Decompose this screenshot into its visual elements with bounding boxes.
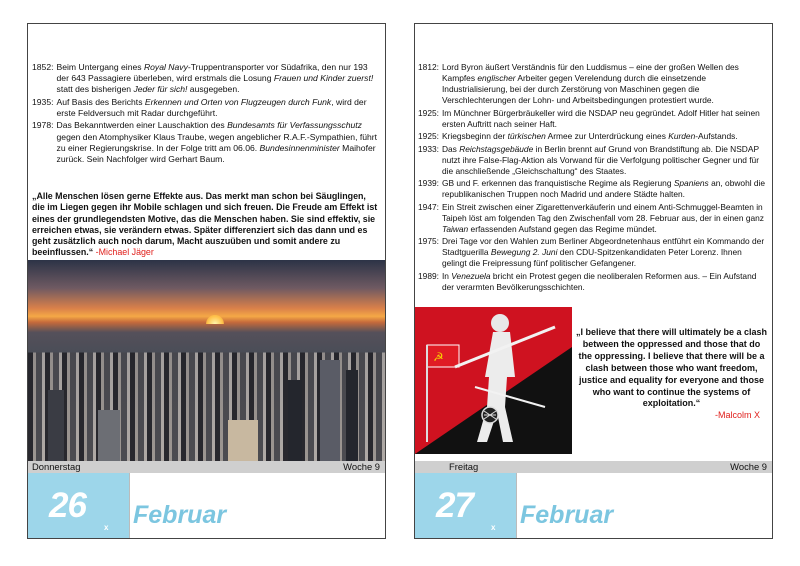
- event-entry: [418, 236, 768, 269]
- event-text: [442, 271, 768, 293]
- event-year: 1978:: [32, 120, 54, 131]
- quote: [32, 191, 379, 259]
- quote-text: „Alle Menschen lösen gerne Effekte aus. Das merkt man schon bei Säuglingen, die im Liegen gegen ihr Mobile schlagen und sich freuen. Die Freude am Effekt ist eines der grundlegendsten Motive, das die Menschen haben. Sie sind effektiv, sie erreichen etwas, sie verändern etwas. Später differenziert sich das dann und es geht zusätzlich auch noch darum, Macht auszuüben und somit andere zu beeinflussen.“: [32, 191, 378, 258]
- event-text-part: erfassenden Aufstand gegen das Regime mündet.: [468, 223, 657, 234]
- event-text-highlight: Bewegung 2. Juni: [490, 247, 558, 257]
- event-text-part: Auf Basis des Berichts: [56, 96, 145, 107]
- date-box: [415, 473, 517, 538]
- quote-author: -Michael Jäger: [95, 247, 154, 258]
- event-text-part: bricht ein Protest gegen die neoliberalen Reformen aus. – Ein Aufstand der verarmten Bevölkerungsschichten.: [441, 270, 757, 292]
- event-text-part: an, obwohl die republikanischen Truppen noch Madrid und andere Städte halten.: [441, 178, 766, 199]
- quote-text: „I believe that there will ultimately be a clash between the oppressed and those that do the oppressing. I believe that there will be a clash between those who want freedom, justice and equality for everyone and those who want to continue the systems of exploitation.“: [575, 327, 768, 409]
- event-text-highlight: türkischen: [507, 131, 546, 141]
- event-text-highlight: Spaniens: [673, 178, 709, 188]
- event-text-part: -Aufstands.: [695, 131, 738, 141]
- event-text-highlight: Erkennen und Orten von Flugzeugen durch Funk: [144, 96, 332, 107]
- event-text-highlight: Bundesamts für Verfassungsschutz: [227, 120, 362, 131]
- event-text-highlight: Venezuela: [451, 270, 491, 281]
- event-entry: [32, 62, 381, 95]
- day-number: 27: [436, 486, 473, 525]
- event-text: [442, 131, 768, 142]
- date-box: [28, 473, 130, 538]
- event-text-part: ausgegeben.: [187, 84, 240, 95]
- event-year: 1947:: [418, 201, 439, 212]
- history-events: [418, 62, 768, 294]
- event-text-highlight: Kurden: [668, 131, 696, 141]
- event-entry: [418, 131, 768, 142]
- event-entry: [32, 120, 381, 164]
- event-text-part: Arbeiter gegen Verelendung durch die einsetzende Industrialisierung, bei der durch Zerstörung von Maschinen gegen die Verschlechterungen der Lohn- und Arbeitsbedingungen protestiert wurde.: [441, 73, 714, 105]
- event-text-part: Drei Tage vor den Wahlen zum Berliner Abgeordnetenhaus entführt ein Kommando der Stadtguerilla: [441, 236, 765, 257]
- calendar-page-friday: [414, 23, 773, 539]
- event-text: [442, 178, 768, 200]
- sun-icon: [206, 315, 224, 324]
- event-text: [442, 62, 768, 106]
- event-entry: [418, 271, 768, 293]
- event-entry: [418, 108, 768, 130]
- event-text-highlight: Taiwan: [441, 223, 469, 234]
- event-text-part: In: [441, 270, 452, 281]
- event-text-highlight: Bundesinnenminister: [259, 142, 340, 153]
- event-text-part: statt des bisherigen: [56, 84, 134, 95]
- event-text-highlight: Reichstagsgebäude: [459, 143, 534, 154]
- calendar-page-thursday: [27, 23, 386, 539]
- event-text-part: gegen den Atomphysiker Klaus Traube, wegen angeblicher R.A.F.-Sympathien, führt zu einer Regierungskrise. In der Folge tritt am 06.06.: [56, 131, 378, 153]
- week-label: Woche 9: [730, 461, 767, 472]
- event-text-part: Kriegsbeginn der: [441, 131, 508, 141]
- event-text-part: Beim Untergang eines: [56, 62, 144, 72]
- event-text-highlight: Frauen und Kinder zuerst!: [273, 73, 374, 84]
- event-year: 1925:: [418, 131, 439, 141]
- event-text-part: Das Bekanntwerden einer Lauschaktion des: [56, 120, 228, 131]
- event-text: [442, 202, 768, 235]
- event-year: 1812:: [418, 62, 439, 72]
- event-text-part: Armee zur Unterdrückung eines: [545, 131, 669, 141]
- event-year: 1852:: [32, 62, 54, 72]
- week-label: Woche 9: [343, 461, 380, 472]
- event-text: [442, 236, 768, 269]
- month-label: Februar: [133, 501, 227, 529]
- event-text-highlight: Royal Navy: [143, 62, 188, 72]
- day-bar: [415, 461, 772, 473]
- weekday-label: Freitag: [449, 461, 479, 472]
- day-suffix: x: [491, 523, 496, 532]
- day-number: 26: [49, 486, 86, 525]
- event-entry: [418, 144, 768, 177]
- event-text-part: GB und F. erkennen das franquistische Regime als Regierung: [441, 178, 674, 188]
- event-year: 1975:: [418, 236, 439, 246]
- event-text-part: , wird der erste Feldversuch mit Radar durchgeführt.: [56, 96, 367, 118]
- event-text: [442, 108, 768, 130]
- month-label: Februar: [520, 501, 614, 529]
- event-text: [57, 120, 381, 164]
- event-entry: [418, 178, 768, 200]
- event-text-highlight: Jeder für sich!: [133, 84, 188, 95]
- svg-text:☭: ☭: [433, 350, 444, 364]
- event-entry: [418, 62, 768, 106]
- event-entry: [32, 97, 381, 119]
- event-text-highlight: englischer: [477, 73, 516, 83]
- event-text: [57, 97, 381, 119]
- event-text: [442, 144, 768, 177]
- event-year: 1939:: [418, 178, 439, 188]
- event-text-part: in Berlin brennt auf Grund von Brandstiftung ab. Die NSDAP nutzt ihre False-Flag-Aktion als Vorwand für die Verfolgung politischer Gegner und für die anschließende „Gleichschaltung“ des Staates.: [441, 143, 759, 176]
- event-text: [57, 62, 381, 95]
- event-text-part: den CDU-Spitzenkandidaten Peter Lorenz. Ihnen gelingt die Freipressung fünf politischer Gefangener.: [441, 247, 742, 268]
- event-text-part: Lord Byron äußert Verständnis für den Luddismus – eine der großen Wellen des Kampfes: [441, 62, 739, 83]
- event-text-part: Das: [441, 143, 460, 154]
- quote-author: -Malcolm X: [714, 410, 760, 421]
- event-text-part: Ein Streit zwischen einer Zigarettenverkäuferin und einem Anti-Schmuggel-Beamten in Taipeh löst am folgenden Tag den Zwischenfall vom 28. Februar aus, der in einen ganz: [441, 201, 764, 223]
- history-events: [32, 62, 381, 166]
- city-skyline-sunset-photo: [28, 260, 385, 461]
- quote: [575, 327, 768, 422]
- event-entry: [418, 202, 768, 235]
- event-text-part: -Truppentransporter vor Südafrika, den nur 193 der 643 Passagiere überleben, wird erstmals die Losung: [56, 62, 368, 84]
- event-year: 1935:: [32, 96, 54, 107]
- event-text-part: Maihofer zurück. Sein Nachfolger wird Gerhart Baum.: [56, 142, 376, 164]
- event-text-part: Im Münchner Bürgerbräukeller wird die NSDAP neu gegründet. Adolf Hitler hat seinen ersten Auftritt nach seiner Haft.: [441, 107, 760, 129]
- event-year: 1925:: [418, 107, 439, 118]
- weekday-label: Donnerstag: [32, 461, 81, 472]
- day-bar: [28, 461, 385, 473]
- event-year: 1933:: [418, 143, 439, 154]
- day-suffix: x: [104, 523, 109, 532]
- event-year: 1989:: [418, 270, 439, 281]
- protest-poster-image: [415, 307, 572, 454]
